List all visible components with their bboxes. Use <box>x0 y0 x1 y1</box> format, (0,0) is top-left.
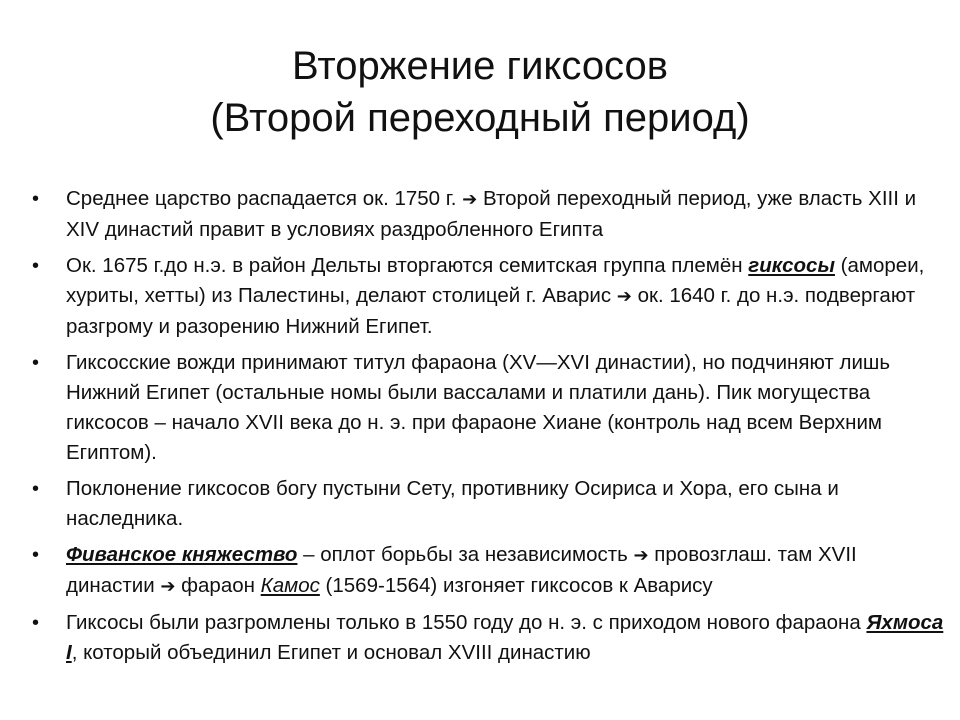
title-line-2: (Второй переходный период) <box>210 96 750 140</box>
bullet-marker: • <box>32 478 40 500</box>
bullet-text: , который объединил Египет и основал XVIII династию <box>71 641 591 664</box>
bullet-marker: • <box>32 544 40 566</box>
bullet-marker: • <box>32 255 40 277</box>
arrow-right-icon: ➔ <box>462 189 478 210</box>
bullet-list <box>32 184 944 674</box>
bullet-text: – оплот борьбы за независимость <box>297 543 634 566</box>
bullet-marker: • <box>32 188 40 210</box>
bullet-text: Гиксосы были разгромлены только в 1550 году до н. э. с приходом нового фараона <box>66 611 867 634</box>
bullet-text: (амореи, хуриты, хетты) из Палестины, делают столицей г. Аварис <box>66 254 925 307</box>
slide-title <box>0 40 960 144</box>
bullet-marker: • <box>32 352 40 374</box>
bullet-marker: • <box>32 612 40 634</box>
arrow-right-icon: ➔ <box>616 286 632 307</box>
bullet-text: Гиксосские вожди принимают титул фараона (XV—XVI династии), но подчиняют лишь Нижний Египет (остальные номы были вассалами и платили дань). Пик могущества гиксосов – начало XVII века до н. э. при фараоне Хиане (контроль над всем Верхним Египтом). <box>66 351 891 464</box>
bullet-text: (1569-1564) изгоняет гиксосов к Аварису <box>319 574 713 597</box>
bullet-item-4 <box>32 474 944 534</box>
bullet-text: Второй переходный период, уже власть XIII и XIV династий правит в условиях раздробленного Египта <box>66 187 917 241</box>
bullet-item-5 <box>32 540 944 602</box>
bullet-text: Поклонение гиксосов богу пустыни Сету, противнику Осириса и Хора, его сына и наследника. <box>66 477 839 530</box>
term-ahmose: Яхмоса I <box>66 611 944 664</box>
arrow-right-icon: ➔ <box>160 576 176 597</box>
bullet-text: ок. 1640 г. до н.э. подвергают разгрому и разорению Нижний Египет. <box>66 284 916 338</box>
bullet-text: провозглаш. там XVII династии <box>66 543 857 597</box>
title-line-1: Вторжение гиксосов <box>291 44 669 88</box>
bullet-text: фараон <box>175 574 261 597</box>
bullet-item-2 <box>32 251 944 342</box>
bullet-item-6 <box>32 608 944 668</box>
term-theban-principality: Фиванское княжество <box>66 543 298 566</box>
bullet-text: Среднее царство распадается ок. 1750 г. <box>66 187 463 210</box>
term-kamose: Камос <box>260 574 320 597</box>
term-hyksos: гиксосы <box>748 254 835 277</box>
bullet-text: Ок. 1675 г.до н.э. в район Дельты вторгаются семитская группа племён <box>66 254 749 277</box>
arrow-right-icon: ➔ <box>633 545 649 566</box>
bullet-item-3 <box>32 348 944 468</box>
bullet-item-1 <box>32 184 944 245</box>
